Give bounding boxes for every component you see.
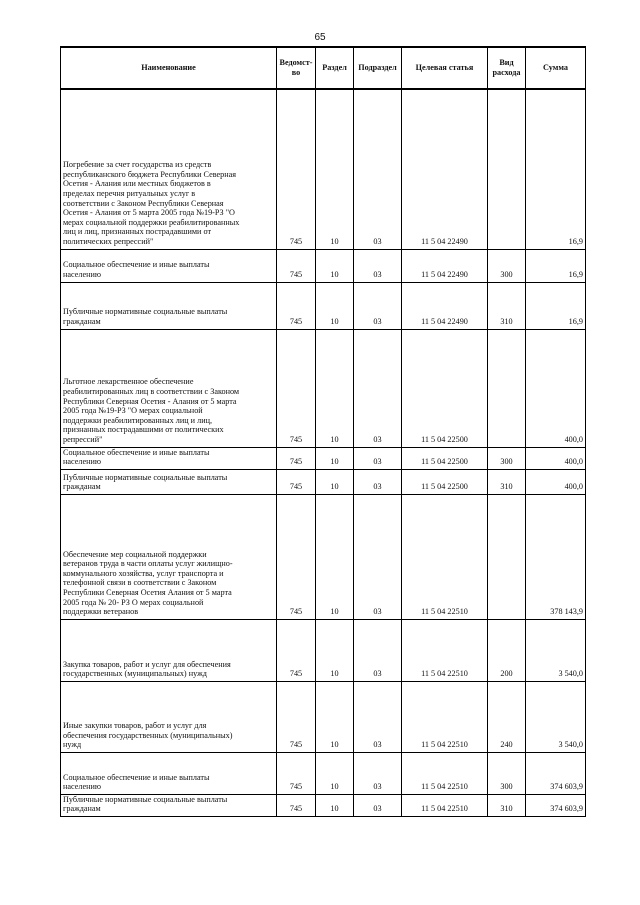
row-name-cell xyxy=(61,447,277,469)
row-dept-cell: 745 xyxy=(277,752,316,794)
table-row xyxy=(61,794,586,816)
row-name-line: соответствии с Законом Республики Северная xyxy=(63,198,224,208)
row-section-cell: 10 xyxy=(316,619,354,681)
row-name-line: государственных (муниципальных) нужд xyxy=(63,669,207,679)
col-header-target: Целевая статья xyxy=(402,47,488,89)
row-dept-cell: 745 xyxy=(277,282,316,329)
row-name-line: репрессий" xyxy=(63,434,103,444)
row-name-line: населению xyxy=(63,782,101,792)
row-subsection-cell: 03 xyxy=(354,619,402,681)
row-name-cell xyxy=(61,469,277,494)
row-expense-cell: 300 xyxy=(488,447,526,469)
row-expense-cell: 300 xyxy=(488,752,526,794)
row-name-line: Публичные нормативные социальные выплаты xyxy=(63,794,228,804)
row-name-line: поддержки ветеранов xyxy=(63,607,139,617)
row-name-line: признанных пострадавшими от политических xyxy=(63,425,224,435)
row-name-line: Республики Северная Осетия - Алания от 5 марта xyxy=(63,396,237,406)
row-name-line: республиканского бюджета Республики Северная xyxy=(63,169,237,179)
table-row xyxy=(61,329,586,447)
row-target-cell: 11 5 04 22500 xyxy=(402,469,488,494)
table-row xyxy=(61,89,586,249)
table-row xyxy=(61,469,586,494)
row-section-cell: 10 xyxy=(316,249,354,282)
row-name-line: Республики Северная Осетия Алания от 5 марта xyxy=(63,587,232,597)
row-name-line: поддержки реабилитированных лиц и лиц, xyxy=(63,415,213,425)
row-sum-cell: 400,0 xyxy=(526,469,586,494)
col-header-section: Раздел xyxy=(316,47,354,89)
row-name-cell xyxy=(61,494,277,619)
table-row xyxy=(61,752,586,794)
table-row xyxy=(61,282,586,329)
budget-table xyxy=(60,46,586,817)
row-name-cell xyxy=(61,794,277,816)
row-subsection-cell: 03 xyxy=(354,494,402,619)
table-row xyxy=(61,447,586,469)
row-name-line: 2005 года №19-РЗ "О мерах социальной xyxy=(63,406,203,416)
row-name-cell xyxy=(61,89,277,249)
row-name-line: политических репрессий" xyxy=(63,236,154,246)
row-section-cell: 10 xyxy=(316,329,354,447)
row-section-cell: 10 xyxy=(316,794,354,816)
row-name-line: Льготное лекарственное обеспечение xyxy=(63,377,194,387)
row-expense-cell: 310 xyxy=(488,469,526,494)
row-name-line: Осетия - Алания от 5 марта 2005 года №19-РЗ "О xyxy=(63,208,235,218)
row-name-line: ветеранов труда в части оплаты услуг жилищно- xyxy=(63,559,233,569)
row-subsection-cell: 03 xyxy=(354,469,402,494)
row-sum-cell: 16,9 xyxy=(526,89,586,249)
table-row xyxy=(61,619,586,681)
row-sum-cell: 16,9 xyxy=(526,249,586,282)
table-row xyxy=(61,249,586,282)
table-header-row xyxy=(61,47,586,89)
row-name-line: Закупка товаров, работ и услуг для обеспечения xyxy=(63,659,231,669)
row-expense-cell: 300 xyxy=(488,249,526,282)
row-name-line: коммунального хозяйства, услуг транспорта и xyxy=(63,568,224,578)
row-name-cell xyxy=(61,681,277,752)
row-subsection-cell: 03 xyxy=(354,89,402,249)
row-dept-cell: 745 xyxy=(277,329,316,447)
row-target-cell: 11 5 04 22490 xyxy=(402,249,488,282)
row-subsection-cell: 03 xyxy=(354,681,402,752)
row-name-line: Социальное обеспечение и иные выплаты xyxy=(63,772,210,782)
row-expense-cell xyxy=(488,329,526,447)
row-name-line: гражданам xyxy=(63,482,101,492)
row-target-cell: 11 5 04 22510 xyxy=(402,752,488,794)
row-name-line: Социальное обеспечение и иные выплаты xyxy=(63,447,210,457)
row-name-cell xyxy=(61,249,277,282)
row-target-cell: 11 5 04 22510 xyxy=(402,494,488,619)
row-dept-cell: 745 xyxy=(277,447,316,469)
row-name-line: нужд xyxy=(63,740,82,750)
row-sum-cell: 400,0 xyxy=(526,329,586,447)
row-name-line: населению xyxy=(63,269,101,279)
row-section-cell: 10 xyxy=(316,89,354,249)
row-subsection-cell: 03 xyxy=(354,329,402,447)
row-target-cell: 11 5 04 22510 xyxy=(402,681,488,752)
row-expense-cell: 240 xyxy=(488,681,526,752)
row-name-line: лиц и лиц, признанных пострадавшими от xyxy=(63,227,212,237)
row-sum-cell: 400,0 xyxy=(526,447,586,469)
row-target-cell: 11 5 04 22490 xyxy=(402,282,488,329)
row-expense-cell xyxy=(488,89,526,249)
page-number: 65 xyxy=(314,32,326,43)
row-expense-cell: 310 xyxy=(488,794,526,816)
row-name-line: мерах социальной поддержки реабилитированных xyxy=(63,217,240,227)
row-sum-cell: 374 603,9 xyxy=(526,752,586,794)
table-row xyxy=(61,494,586,619)
row-name-cell xyxy=(61,619,277,681)
row-subsection-cell: 03 xyxy=(354,249,402,282)
row-sum-cell: 3 540,0 xyxy=(526,681,586,752)
table-body xyxy=(61,89,586,816)
row-name-line: обеспечения государственных (муниципальных) xyxy=(63,730,233,740)
row-name-line: Осетия - Алания или местных бюджетов в xyxy=(63,179,211,189)
row-dept-cell: 745 xyxy=(277,89,316,249)
row-sum-cell: 374 603,9 xyxy=(526,794,586,816)
row-name-line: пределах перечня ритуальных услуг в xyxy=(63,188,196,198)
row-name-line: Публичные нормативные социальные выплаты xyxy=(63,472,228,482)
row-expense-cell: 310 xyxy=(488,282,526,329)
row-subsection-cell: 03 xyxy=(354,752,402,794)
row-dept-cell: 745 xyxy=(277,249,316,282)
row-section-cell: 10 xyxy=(316,282,354,329)
row-name-line: Иные закупки товаров, работ и услуг для xyxy=(63,720,207,730)
row-dept-cell: 745 xyxy=(277,469,316,494)
row-expense-cell xyxy=(488,494,526,619)
col-header-dept: Ведомст-во xyxy=(277,47,316,89)
row-target-cell: 11 5 04 22510 xyxy=(402,794,488,816)
row-name-line: Обеспечение мер социальной поддержки xyxy=(63,549,207,559)
table-row xyxy=(61,681,586,752)
row-name-line: гражданам xyxy=(63,804,101,814)
row-target-cell: 11 5 04 22500 xyxy=(402,447,488,469)
row-sum-cell: 378 143,9 xyxy=(526,494,586,619)
row-dept-cell: 745 xyxy=(277,681,316,752)
row-name-cell xyxy=(61,282,277,329)
row-subsection-cell: 03 xyxy=(354,282,402,329)
row-section-cell: 10 xyxy=(316,752,354,794)
row-target-cell: 11 5 04 22490 xyxy=(402,89,488,249)
row-section-cell: 10 xyxy=(316,447,354,469)
row-name-cell xyxy=(61,752,277,794)
row-expense-cell: 200 xyxy=(488,619,526,681)
row-name-line: населению xyxy=(63,457,101,467)
row-dept-cell: 745 xyxy=(277,619,316,681)
row-name-line: телефонной связи в соответствии с Законом xyxy=(63,578,217,588)
row-dept-cell: 745 xyxy=(277,794,316,816)
row-sum-cell: 16,9 xyxy=(526,282,586,329)
row-subsection-cell: 03 xyxy=(354,794,402,816)
row-target-cell: 11 5 04 22500 xyxy=(402,329,488,447)
row-name-line: 2005 года № 20- РЗ О мерах социальной xyxy=(63,597,204,607)
row-section-cell: 10 xyxy=(316,681,354,752)
row-name-line: Погребение за счет государства из средств xyxy=(63,160,212,170)
row-section-cell: 10 xyxy=(316,494,354,619)
row-section-cell: 10 xyxy=(316,469,354,494)
col-header-subsection: Подраздел xyxy=(354,47,402,89)
row-name-line: Публичные нормативные социальные выплаты xyxy=(63,307,228,317)
row-dept-cell: 745 xyxy=(277,494,316,619)
row-target-cell: 11 5 04 22510 xyxy=(402,619,488,681)
row-subsection-cell: 03 xyxy=(354,447,402,469)
row-name-line: Социальное обеспечение и иные выплаты xyxy=(63,260,210,270)
row-name-line: реабилитированных лиц в соответствии с Законом xyxy=(63,386,240,396)
col-header-name: Наименование xyxy=(61,47,277,89)
row-sum-cell: 3 540,0 xyxy=(526,619,586,681)
col-header-expense: Вид расхода xyxy=(488,47,526,89)
col-header-sum: Сумма xyxy=(526,47,586,89)
row-name-line: гражданам xyxy=(63,316,101,326)
row-name-cell xyxy=(61,329,277,447)
